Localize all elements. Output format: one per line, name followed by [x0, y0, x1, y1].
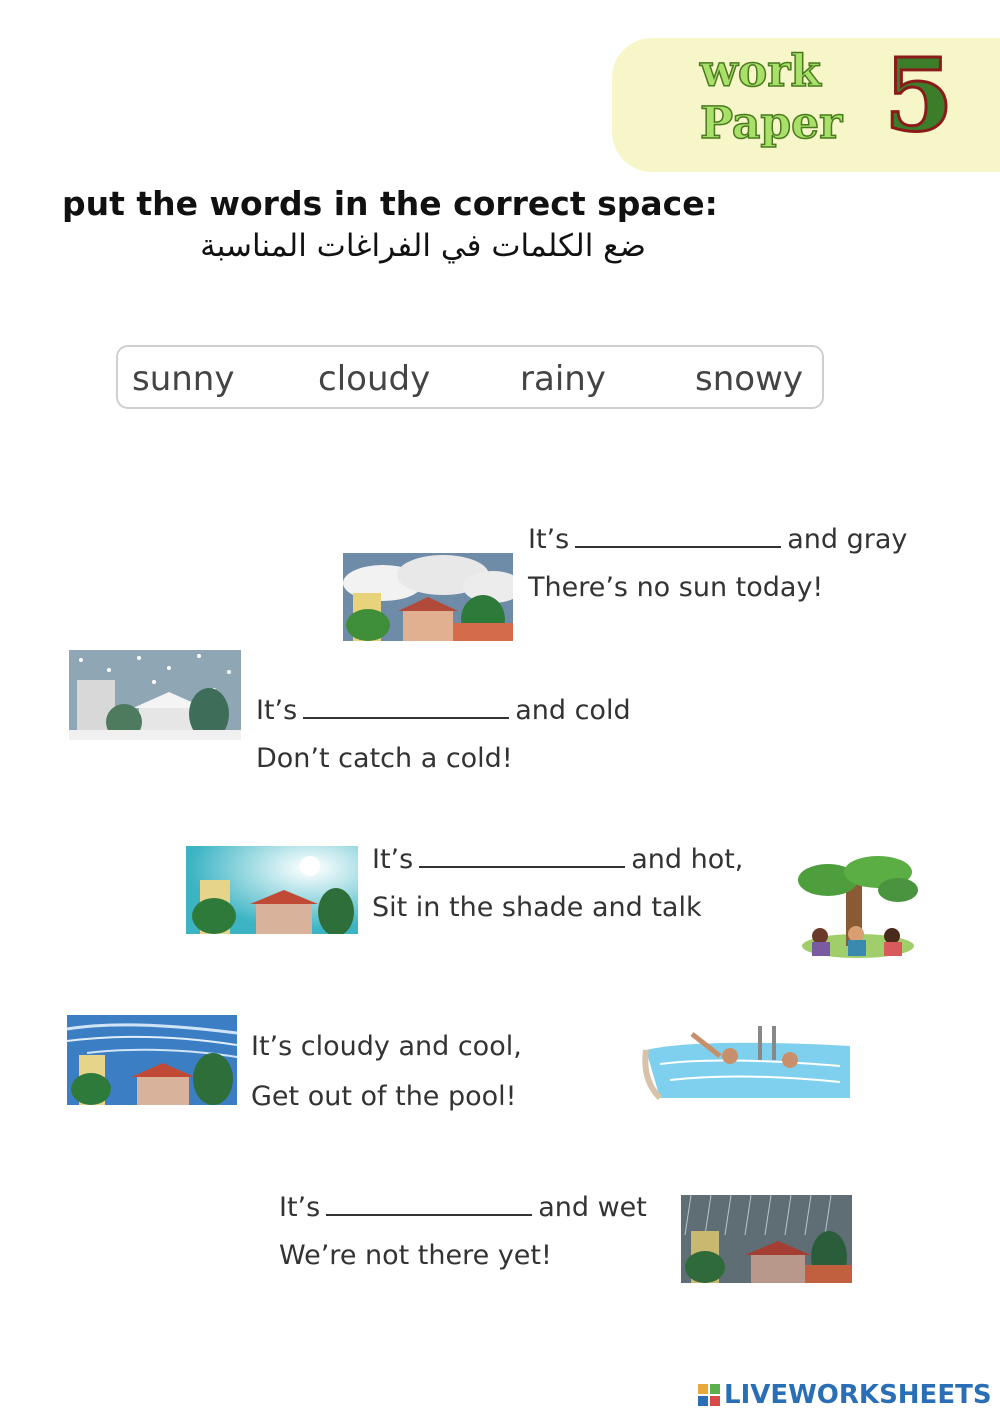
verse2-line1	[256, 693, 631, 726]
word-bank-item[interactable]: sunny	[132, 359, 235, 399]
verse1-blank[interactable]	[575, 522, 781, 548]
snowy-weather-picture	[69, 650, 241, 740]
verse2-end: and cold	[515, 695, 631, 726]
instruction-arabic: ضع الكلمات في الفراغات المناسبة	[200, 228, 646, 264]
badge-title-line2: Paper	[700, 98, 843, 149]
liveworksheets-logo-icon	[698, 1384, 720, 1406]
badge-number: 5	[884, 36, 954, 154]
verse5-blank[interactable]	[326, 1190, 532, 1216]
sunny-weather-picture	[186, 846, 358, 934]
verse5-line2: We’re not there yet!	[279, 1240, 552, 1271]
verse2-line2: Don’t catch a cold!	[256, 743, 513, 774]
verse5-line1	[279, 1190, 647, 1223]
verse4-line2: Get out of the pool!	[251, 1081, 517, 1112]
verse1-end: and gray	[787, 524, 908, 555]
verse5-start: It’s	[279, 1192, 321, 1223]
cloudy-weather-picture	[343, 553, 513, 641]
liveworksheets-logo[interactable]	[698, 1380, 992, 1410]
verse3-end: and hot,	[631, 844, 744, 875]
word-bank-item[interactable]: cloudy	[318, 359, 431, 399]
verse5-end: and wet	[538, 1192, 647, 1223]
windy-weather-picture	[67, 1015, 237, 1105]
instruction-english: put the words in the correct space:	[62, 184, 718, 223]
verse3-blank[interactable]	[419, 842, 625, 868]
rainy-weather-picture	[681, 1195, 852, 1283]
verse2-blank[interactable]	[303, 693, 509, 719]
verse1-line1	[528, 522, 907, 555]
verse4-line1: It’s cloudy and cool,	[251, 1031, 522, 1062]
liveworksheets-logo-text: LIVEWORKSHEETS	[724, 1380, 992, 1410]
verse1-line2: There’s no sun today!	[528, 572, 824, 603]
badge-title-line1: work	[700, 46, 821, 97]
verse2-start: It’s	[256, 695, 298, 726]
swimming-pool-picture	[640, 1020, 852, 1100]
tree-shade-picture	[798, 854, 920, 962]
verse3-line1	[372, 842, 743, 875]
verse1-start: It’s	[528, 524, 570, 555]
verse3-line2: Sit in the shade and talk	[372, 892, 702, 923]
verse3-start: It’s	[372, 844, 414, 875]
word-bank-item[interactable]: snowy	[695, 359, 803, 399]
word-bank-item[interactable]: rainy	[520, 359, 606, 399]
word-bank	[116, 345, 824, 409]
